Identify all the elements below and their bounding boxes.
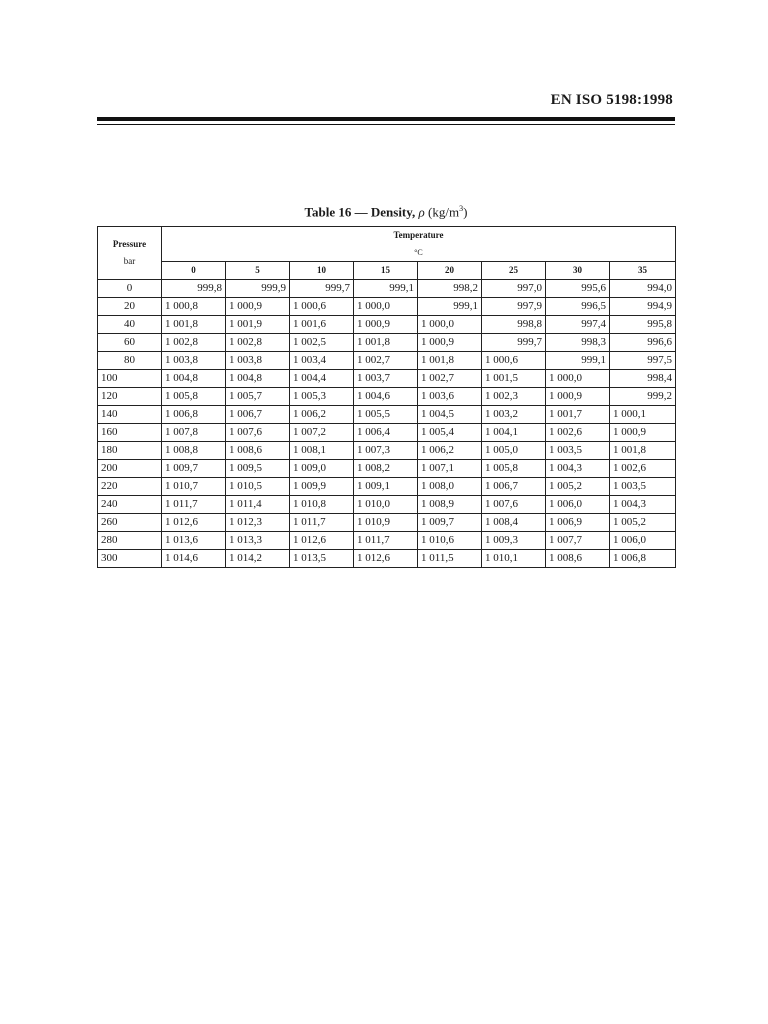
density-cell: 1 006,2 (418, 442, 482, 460)
density-cell: 1 010,0 (354, 496, 418, 514)
density-cell: 1 005,2 (610, 514, 676, 532)
density-cell: 1 007,1 (418, 460, 482, 478)
density-cell: 1 010,9 (354, 514, 418, 532)
density-cell: 1 003,8 (162, 352, 226, 370)
table-row (98, 388, 676, 406)
density-cell: 1 008,8 (162, 442, 226, 460)
density-cell: 1 013,5 (290, 550, 354, 568)
density-cell: 1 011,7 (354, 532, 418, 550)
density-cell: 998,2 (418, 280, 482, 298)
density-symbol: ρ (418, 204, 425, 220)
density-cell: 1 013,6 (162, 532, 226, 550)
density-cell: 1 005,5 (354, 406, 418, 424)
density-cell: 1 012,3 (226, 514, 290, 532)
density-cell: 1 008,9 (418, 496, 482, 514)
density-cell: 1 007,8 (162, 424, 226, 442)
density-cell: 1 003,5 (546, 442, 610, 460)
table-row (98, 424, 676, 442)
density-cell: 1 011,7 (162, 496, 226, 514)
temperature-col-4: 20 (418, 262, 482, 280)
density-cell: 999,1 (418, 298, 482, 316)
density-cell: 1 000,9 (610, 424, 676, 442)
density-cell: 1 007,3 (354, 442, 418, 460)
density-cell: 996,5 (546, 298, 610, 316)
temperature-col-7: 35 (610, 262, 676, 280)
table-row (98, 352, 676, 370)
pressure-cell: 80 (98, 352, 162, 370)
density-cell: 999,1 (546, 352, 610, 370)
density-cell: 1 004,6 (354, 388, 418, 406)
density-cell: 1 001,8 (418, 352, 482, 370)
pressure-cell: 60 (98, 334, 162, 352)
table-row (98, 550, 676, 568)
density-cell: 1 000,0 (354, 298, 418, 316)
density-cell: 1 004,3 (610, 496, 676, 514)
density-cell: 1 005,8 (482, 460, 546, 478)
density-cell: 1 007,6 (482, 496, 546, 514)
density-cell: 1 006,9 (546, 514, 610, 532)
density-cell: 1 009,9 (290, 478, 354, 496)
density-cell: 999,1 (354, 280, 418, 298)
density-table (97, 226, 676, 568)
table-row (98, 460, 676, 478)
temperature-label: Temperature (393, 230, 444, 240)
density-cell: 1 006,0 (610, 532, 676, 550)
density-cell: 1 010,5 (226, 478, 290, 496)
density-cell: 1 005,8 (162, 388, 226, 406)
density-cell: 1 002,7 (354, 352, 418, 370)
density-cell: 1 002,3 (482, 388, 546, 406)
density-cell: 998,3 (546, 334, 610, 352)
pressure-cell: 240 (98, 496, 162, 514)
density-cell: 996,6 (610, 334, 676, 352)
table-row (98, 496, 676, 514)
density-cell: 1 005,7 (226, 388, 290, 406)
density-cell: 1 011,5 (418, 550, 482, 568)
density-cell: 1 009,3 (482, 532, 546, 550)
density-cell: 1 000,9 (546, 388, 610, 406)
density-cell: 1 010,7 (162, 478, 226, 496)
pressure-cell: 300 (98, 550, 162, 568)
density-cell: 1 008,1 (290, 442, 354, 460)
density-cell: 999,7 (290, 280, 354, 298)
pressure-cell: 160 (98, 424, 162, 442)
density-cell: 1 006,7 (482, 478, 546, 496)
temperature-col-3: 15 (354, 262, 418, 280)
density-cell: 1 001,8 (354, 334, 418, 352)
density-cell: 1 006,7 (226, 406, 290, 424)
table-row (98, 478, 676, 496)
density-cell: 1 002,6 (546, 424, 610, 442)
title-unit-suffix: ) (463, 204, 468, 220)
density-cell: 1 005,2 (546, 478, 610, 496)
table-row (98, 406, 676, 424)
table-row (98, 334, 676, 352)
density-cell: 1 004,8 (226, 370, 290, 388)
density-cell: 1 000,9 (354, 316, 418, 334)
density-cell: 1 004,4 (290, 370, 354, 388)
temperature-unit: °C (414, 248, 423, 257)
density-cell: 1 012,6 (290, 532, 354, 550)
density-cell: 1 003,6 (418, 388, 482, 406)
temperature-header (162, 227, 676, 262)
density-cell: 995,8 (610, 316, 676, 334)
density-cell: 1 005,3 (290, 388, 354, 406)
density-cell: 1 004,5 (418, 406, 482, 424)
density-cell: 1 006,0 (546, 496, 610, 514)
density-cell: 1 005,0 (482, 442, 546, 460)
pressure-cell: 0 (98, 280, 162, 298)
density-cell: 1 004,8 (162, 370, 226, 388)
density-cell: 999,7 (482, 334, 546, 352)
density-cell: 997,9 (482, 298, 546, 316)
density-cell: 1 008,2 (354, 460, 418, 478)
pressure-cell: 220 (98, 478, 162, 496)
pressure-label: Pressure (112, 239, 147, 249)
pressure-cell: 180 (98, 442, 162, 460)
pressure-header (98, 227, 162, 280)
density-cell: 1 006,2 (290, 406, 354, 424)
title-unit-prefix: (kg/m (424, 204, 460, 220)
density-cell: 1 000,6 (482, 352, 546, 370)
density-cell: 994,0 (610, 280, 676, 298)
density-cell: 1 009,7 (418, 514, 482, 532)
density-cell: 1 011,7 (290, 514, 354, 532)
density-cell: 1 002,8 (226, 334, 290, 352)
title-unit-exponent: 3 (459, 204, 464, 213)
density-cell: 1 007,7 (546, 532, 610, 550)
table-row (98, 298, 676, 316)
density-cell: 995,6 (546, 280, 610, 298)
pressure-unit: bar (123, 256, 136, 266)
density-cell: 1 000,6 (290, 298, 354, 316)
pressure-cell: 100 (98, 370, 162, 388)
density-cell: 1 010,8 (290, 496, 354, 514)
density-cell: 1 001,6 (290, 316, 354, 334)
document-id: EN ISO 5198:1998 (550, 92, 673, 108)
temperature-col-5: 25 (482, 262, 546, 280)
density-cell: 1 001,8 (610, 442, 676, 460)
density-cell: 1 000,9 (418, 334, 482, 352)
pressure-cell: 280 (98, 532, 162, 550)
density-cell: 1 012,6 (354, 550, 418, 568)
density-cell: 1 003,4 (290, 352, 354, 370)
density-cell: 1 008,6 (226, 442, 290, 460)
table-row (98, 316, 676, 334)
density-cell: 1 009,0 (290, 460, 354, 478)
density-cell: 1 006,4 (354, 424, 418, 442)
table-row (98, 280, 676, 298)
density-cell: 1 001,8 (162, 316, 226, 334)
temperature-col-0: 0 (162, 262, 226, 280)
table-row (98, 514, 676, 532)
pressure-cell: 200 (98, 460, 162, 478)
density-cell: 1 000,9 (226, 298, 290, 316)
density-cell: 1 003,8 (226, 352, 290, 370)
density-cell: 1 001,9 (226, 316, 290, 334)
density-cell: 1 001,7 (546, 406, 610, 424)
density-cell: 998,4 (610, 370, 676, 388)
table-title-text: Table 16 — Density, (304, 204, 419, 220)
density-cell: 1 000,8 (162, 298, 226, 316)
density-cell: 1 000,1 (610, 406, 676, 424)
density-cell: 1 007,6 (226, 424, 290, 442)
pressure-cell: 120 (98, 388, 162, 406)
pressure-cell: 140 (98, 406, 162, 424)
density-cell: 1 002,5 (290, 334, 354, 352)
density-cell: 1 008,6 (546, 550, 610, 568)
table-row (98, 442, 676, 460)
density-cell: 1 004,3 (546, 460, 610, 478)
density-cell: 999,8 (162, 280, 226, 298)
table-body (98, 280, 676, 568)
pressure-cell: 260 (98, 514, 162, 532)
table-row (98, 370, 676, 388)
density-cell: 997,5 (610, 352, 676, 370)
pressure-cell: 40 (98, 316, 162, 334)
density-cell: 1 010,1 (482, 550, 546, 568)
density-cell: 1 008,4 (482, 514, 546, 532)
density-cell: 1 003,2 (482, 406, 546, 424)
temperature-col-2: 10 (290, 262, 354, 280)
density-cell: 997,4 (546, 316, 610, 334)
density-cell: 999,9 (226, 280, 290, 298)
density-cell: 998,8 (482, 316, 546, 334)
density-cell: 1 004,1 (482, 424, 546, 442)
density-cell: 1 014,2 (226, 550, 290, 568)
density-cell: 1 002,7 (418, 370, 482, 388)
pressure-cell: 20 (98, 298, 162, 316)
density-cell: 1 013,3 (226, 532, 290, 550)
temperature-columns (98, 262, 676, 280)
temperature-col-1: 5 (226, 262, 290, 280)
header-rule (97, 117, 675, 121)
density-cell: 997,0 (482, 280, 546, 298)
density-cell: 1 009,7 (162, 460, 226, 478)
density-cell: 1 012,6 (162, 514, 226, 532)
density-cell: 1 002,8 (162, 334, 226, 352)
density-cell: 1 014,6 (162, 550, 226, 568)
density-cell: 1 006,8 (162, 406, 226, 424)
table-row (98, 532, 676, 550)
density-cell: 1 001,5 (482, 370, 546, 388)
density-cell: 1 000,0 (546, 370, 610, 388)
density-cell: 1 010,6 (418, 532, 482, 550)
density-cell: 1 002,6 (610, 460, 676, 478)
density-cell: 1 008,0 (418, 478, 482, 496)
density-cell: 1 011,4 (226, 496, 290, 514)
density-cell: 1 003,7 (354, 370, 418, 388)
header-rule-thin (97, 124, 675, 125)
temperature-col-6: 30 (546, 262, 610, 280)
table-title (97, 204, 675, 220)
density-cell: 994,9 (610, 298, 676, 316)
density-cell: 1 009,1 (354, 478, 418, 496)
density-cell: 1 009,5 (226, 460, 290, 478)
density-cell: 1 003,5 (610, 478, 676, 496)
density-cell: 1 000,0 (418, 316, 482, 334)
density-cell: 1 005,4 (418, 424, 482, 442)
density-cell: 1 006,8 (610, 550, 676, 568)
density-cell: 999,2 (610, 388, 676, 406)
density-cell: 1 007,2 (290, 424, 354, 442)
